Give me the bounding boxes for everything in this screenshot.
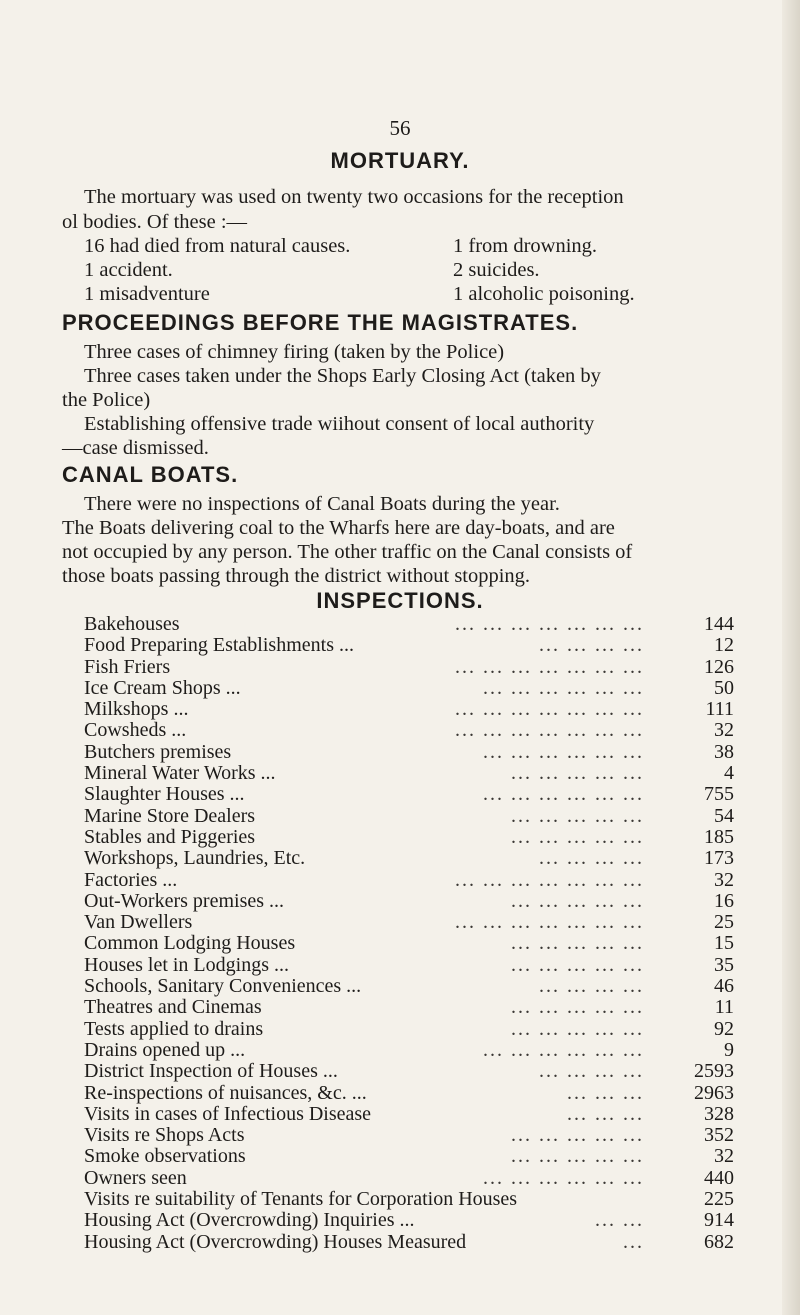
table-row — [84, 1125, 734, 1146]
table-row — [84, 699, 734, 720]
table-row — [84, 1189, 734, 1210]
row-value: 16 — [714, 889, 734, 912]
row-value: 185 — [704, 825, 734, 848]
row-value: 914 — [704, 1209, 734, 1232]
row-value: 25 — [714, 911, 734, 934]
mortuary-intro-line-2: ol bodies. Of these :— — [62, 211, 248, 233]
row-value: 11 — [714, 996, 734, 1019]
row-value: 32 — [714, 719, 734, 742]
row-label: Milkshops ... — [84, 698, 189, 721]
row-leader-dots: ... ... ... ... ... ... ... — [455, 911, 644, 934]
canal-boats-line-1: There were no inspections of Canal Boats during the year. — [84, 493, 560, 515]
table-row — [84, 933, 734, 954]
table-row — [84, 1232, 734, 1253]
mortuary-cause-right-1: 1 from drowning. — [453, 235, 598, 257]
row-label: Fish Friers — [84, 655, 171, 678]
table-row — [84, 827, 734, 848]
table-row — [84, 1168, 734, 1189]
table-row — [84, 848, 734, 869]
canal-boats-line-3: not occupied by any person. The other traffic on the Canal consists of — [62, 541, 633, 563]
inspections-heading: INSPECTIONS. — [316, 588, 484, 613]
row-value: 352 — [704, 1124, 734, 1147]
row-label: Common Lodging Houses — [84, 932, 296, 955]
table-row — [84, 997, 734, 1018]
row-leader-dots: ... ... ... ... ... — [511, 1124, 644, 1147]
row-value: 32 — [714, 868, 734, 891]
table-row — [84, 1146, 734, 1167]
row-label: Smoke observations — [84, 1145, 246, 1168]
table-row — [84, 784, 734, 805]
row-leader-dots: ... ... ... ... ... — [511, 804, 644, 827]
proceedings-line-5: —case dismissed. — [62, 437, 209, 459]
row-value: 440 — [704, 1166, 734, 1189]
row-value: 4 — [724, 762, 734, 785]
row-leader-dots: ... ... ... ... ... — [511, 762, 644, 785]
row-label: Out-Workers premises ... — [84, 889, 285, 912]
proceedings-line-4: Establishing offensive trade wiihout consent of local authority — [84, 413, 595, 435]
row-leader-dots: ... ... ... ... ... ... — [483, 1038, 644, 1061]
table-row — [84, 1040, 734, 1061]
row-label: Food Preparing Establishments ... — [84, 634, 354, 657]
row-leader-dots: ... ... ... ... ... ... — [483, 783, 644, 806]
row-leader-dots: ... — [623, 1230, 644, 1253]
table-row — [84, 1210, 734, 1231]
mortuary-cause-left-2: 1 accident. — [84, 259, 173, 281]
canal-boats-line-2: The Boats delivering coal to the Wharfs here are day-boats, and are — [62, 517, 615, 539]
row-label: Stables and Piggeries — [84, 825, 256, 848]
row-leader-dots: ... ... ... ... ... ... — [483, 1166, 644, 1189]
row-label: Drains opened up ... — [84, 1038, 246, 1061]
table-row — [84, 806, 734, 827]
table-row — [84, 1104, 734, 1125]
proceedings-heading: PROCEEDINGS BEFORE THE MAGISTRATES. — [62, 310, 579, 335]
row-value: 54 — [714, 804, 734, 827]
row-leader-dots: ... ... ... ... ... ... — [483, 676, 644, 699]
row-value: 92 — [714, 1017, 734, 1040]
row-value: 12 — [714, 634, 734, 657]
row-leader-dots: ... ... ... ... ... ... ... — [455, 868, 644, 891]
table-row — [84, 720, 734, 741]
canal-boats-line-4: those boats passing through the district without stopping. — [62, 565, 531, 587]
row-label: Marine Store Dealers — [84, 804, 256, 827]
row-value: 144 — [704, 613, 734, 635]
proceedings-line-3: the Police) — [62, 389, 151, 411]
table-row — [84, 1019, 734, 1040]
row-label: Bakehouses — [84, 613, 180, 635]
table-row — [84, 870, 734, 891]
table-row — [84, 763, 734, 784]
row-leader-dots: ... ... ... ... ... ... ... — [455, 655, 644, 678]
mortuary-intro-line-1: The mortuary was used on twenty two occasions for the reception — [84, 186, 624, 208]
mortuary-cause-left-1: 16 had died from natural causes. — [84, 235, 351, 257]
row-value: 111 — [705, 698, 734, 721]
row-leader-dots: ... ... ... — [567, 1102, 644, 1125]
row-label: Mineral Water Works ... — [84, 762, 276, 785]
mortuary-cause-left-3: 1 misadventure — [84, 283, 210, 305]
row-label: Visits re Shops Acts — [84, 1124, 245, 1147]
table-row — [84, 678, 734, 699]
row-label: Housing Act (Overcrowding) Houses Measured — [84, 1230, 467, 1253]
table-row — [84, 912, 734, 933]
row-label: Slaughter Houses ... — [84, 783, 245, 806]
row-leader-dots: ... ... ... ... ... — [511, 1145, 644, 1168]
row-value: 2963 — [694, 1081, 734, 1104]
row-label: Van Dwellers — [84, 911, 193, 934]
inspections-table — [84, 614, 734, 1253]
page-edge-shadow — [782, 0, 800, 1315]
row-label: Housing Act (Overcrowding) Inquiries ... — [84, 1209, 415, 1232]
row-value: 682 — [704, 1230, 734, 1253]
table-row — [84, 1061, 734, 1082]
table-row — [84, 976, 734, 997]
page-number: 56 — [389, 116, 411, 140]
row-leader-dots: ... ... ... ... ... — [511, 996, 644, 1019]
row-label: Factories ... — [84, 868, 178, 891]
row-value: 15 — [714, 932, 734, 955]
table-row — [84, 614, 734, 635]
row-label: Tests applied to drains — [84, 1017, 264, 1040]
row-leader-dots: ... ... ... — [567, 1081, 644, 1104]
row-leader-dots: ... ... ... ... ... ... ... — [455, 719, 644, 742]
row-label: Visits re suitability of Tenants for Corporation Houses — [84, 1188, 518, 1211]
row-leader-dots: ... ... ... ... ... — [511, 953, 644, 976]
row-leader-dots: ... ... ... ... ... ... ... — [455, 613, 644, 635]
row-value: 9 — [724, 1038, 734, 1061]
row-value: 32 — [714, 1145, 734, 1168]
row-label: Theatres and Cinemas — [84, 996, 262, 1019]
mortuary-cause-right-3: 1 alcoholic poisoning. — [453, 283, 635, 305]
row-label: Owners seen — [84, 1166, 187, 1189]
row-value: 50 — [714, 676, 734, 699]
row-label: Schools, Sanitary Conveniences ... — [84, 975, 362, 998]
row-leader-dots: ... ... ... ... ... — [511, 1017, 644, 1040]
row-label: Cowsheds ... — [84, 719, 187, 742]
row-label: Butchers premises — [84, 740, 232, 763]
row-leader-dots: ... ... ... ... — [539, 1060, 644, 1083]
row-leader-dots: ... ... ... ... ... ... ... — [455, 698, 644, 721]
row-label: Re-inspections of nuisances, &c. ... — [84, 1081, 367, 1104]
row-value: 46 — [714, 975, 734, 998]
table-row — [84, 635, 734, 656]
row-value: 328 — [704, 1102, 734, 1125]
row-label: Houses let in Lodgings ... — [84, 953, 289, 976]
row-label: Workshops, Laundries, Etc. — [84, 847, 306, 870]
row-leader-dots: ... ... ... ... ... ... — [483, 740, 644, 763]
table-row — [84, 657, 734, 678]
row-leader-dots: ... ... ... ... ... — [511, 889, 644, 912]
table-row — [84, 1083, 734, 1104]
row-label: Visits in cases of Infectious Disease — [84, 1102, 372, 1125]
row-leader-dots: ... ... — [595, 1209, 644, 1232]
row-value: 225 — [704, 1188, 734, 1211]
row-value: 2593 — [694, 1060, 734, 1083]
table-row — [84, 891, 734, 912]
row-value: 126 — [704, 655, 734, 678]
row-value: 755 — [704, 783, 734, 806]
row-value: 38 — [714, 740, 734, 763]
row-leader-dots: ... ... ... ... ... — [511, 932, 644, 955]
mortuary-cause-right-2: 2 suicides. — [453, 259, 540, 281]
canal-boats-heading: CANAL BOATS. — [62, 462, 239, 487]
row-label: Ice Cream Shops ... — [84, 676, 241, 699]
row-leader-dots: ... ... ... ... — [539, 847, 644, 870]
row-value: 35 — [714, 953, 734, 976]
proceedings-line-1: Three cases of chimney firing (taken by the Police) — [84, 341, 505, 363]
row-value: 173 — [704, 847, 734, 870]
row-leader-dots: ... ... ... ... ... — [511, 825, 644, 848]
row-label: District Inspection of Houses ... — [84, 1060, 338, 1083]
table-row — [84, 742, 734, 763]
proceedings-line-2: Three cases taken under the Shops Early Closing Act (taken by — [84, 365, 601, 387]
row-leader-dots: ... ... ... ... — [539, 975, 644, 998]
mortuary-heading: MORTUARY. — [330, 148, 470, 173]
row-leader-dots: ... ... ... ... — [539, 634, 644, 657]
table-row — [84, 955, 734, 976]
